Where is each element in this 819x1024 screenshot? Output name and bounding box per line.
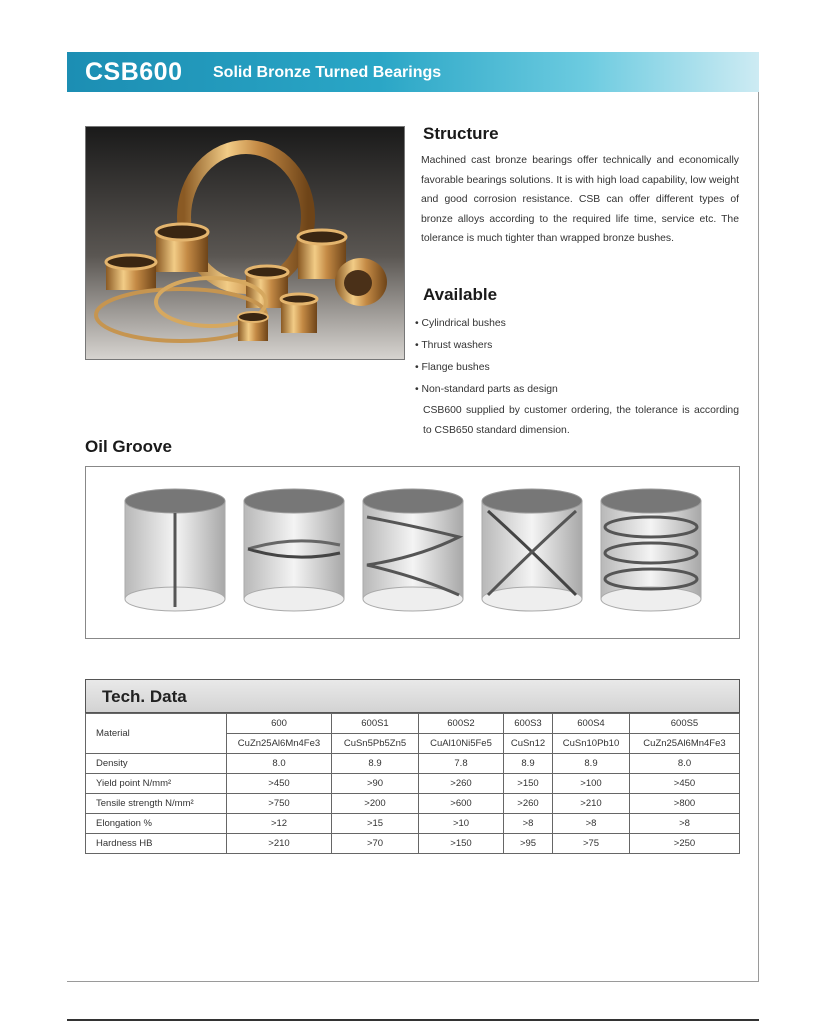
value-cell: >800 [630, 794, 740, 814]
list-item: • Thrust washers [415, 340, 493, 351]
oil-groove-panel [85, 466, 740, 639]
value-cell: >90 [332, 774, 419, 794]
value-cell: 8.9 [504, 754, 553, 774]
alloy-cell: CuSn10Pb10 [553, 734, 630, 754]
table-row [86, 714, 740, 734]
value-cell: >210 [553, 794, 630, 814]
alloy-cell: CuAl10Ni5Fe5 [419, 734, 504, 754]
groove-double-ring-illustration [597, 487, 705, 613]
bottom-rule [67, 1019, 759, 1021]
value-cell: >260 [504, 794, 553, 814]
value-cell: 8.9 [332, 754, 419, 774]
table-row [86, 834, 740, 854]
value-cell: >100 [553, 774, 630, 794]
value-cell: 8.9 [553, 754, 630, 774]
list-item: • Flange bushes [415, 362, 490, 373]
tech-data-table [85, 713, 740, 854]
value-cell: >600 [419, 794, 504, 814]
value-cell: 8.0 [630, 754, 740, 774]
groove-ring-illustration [240, 487, 348, 613]
product-code: CSB600 [85, 58, 183, 86]
table-row [86, 814, 740, 834]
value-cell: >750 [227, 794, 332, 814]
property-label: Elongation % [86, 814, 227, 834]
tech-data-heading: Tech. Data [85, 679, 740, 713]
bearings-photo [85, 126, 405, 360]
value-cell: >250 [630, 834, 740, 854]
grade-cell: 600S4 [553, 714, 630, 734]
groove-cross-illustration [478, 487, 586, 613]
product-subtitle: Solid Bronze Turned Bearings [213, 64, 442, 81]
table-row [86, 774, 740, 794]
property-label: Yield point N/mm² [86, 774, 227, 794]
grade-cell: 600S5 [630, 714, 740, 734]
value-cell: >12 [227, 814, 332, 834]
grade-cell: 600 [227, 714, 332, 734]
value-cell: >150 [419, 834, 504, 854]
value-cell: >10 [419, 814, 504, 834]
oil-groove-heading: Oil Groove [85, 437, 172, 456]
structure-text: Machined cast bronze bearings offer technically and economically favorable bearings solutions. It is with high load capability, low weight and good corrosion resistance. CSB can offer different types of bronze alloys according to the required life time, service etc. The tolerance is much tighter than wrapped bronze bushes. [421, 155, 739, 244]
alloy-cell: CuZn25Al6Mn4Fe3 [630, 734, 740, 754]
value-cell: >75 [553, 834, 630, 854]
value-cell: >8 [504, 814, 553, 834]
value-cell: >450 [227, 774, 332, 794]
value-cell: >150 [504, 774, 553, 794]
value-cell: >450 [630, 774, 740, 794]
property-label: Density [86, 754, 227, 774]
alloy-cell: CuZn25Al6Mn4Fe3 [227, 734, 332, 754]
value-cell: >200 [332, 794, 419, 814]
title-banner [67, 52, 759, 92]
value-cell: >15 [332, 814, 419, 834]
value-cell: >70 [332, 834, 419, 854]
grade-cell: 600S3 [504, 714, 553, 734]
groove-spiral-illustration [359, 487, 467, 613]
value-cell: >8 [553, 814, 630, 834]
tech-data-section [85, 679, 740, 854]
structure-heading: Structure [423, 124, 499, 143]
value-cell: 8.0 [227, 754, 332, 774]
available-heading: Available [423, 285, 498, 304]
grade-cell: 600S1 [332, 714, 419, 734]
value-cell: >95 [504, 834, 553, 854]
available-note: CSB600 supplied by customer ordering, the tolerance is according to CSB650 standard dimension. [423, 405, 739, 436]
value-cell: >210 [227, 834, 332, 854]
available-list [415, 313, 558, 401]
table-row [86, 794, 740, 814]
value-cell: 7.8 [419, 754, 504, 774]
property-label: Tensile strength N/mm² [86, 794, 227, 814]
material-label: Material [86, 714, 227, 754]
alloy-cell: CuSn12 [504, 734, 553, 754]
table-row [86, 754, 740, 774]
alloy-cell: CuSn5Pb5Zn5 [332, 734, 419, 754]
groove-straight-illustration [121, 487, 229, 613]
value-cell: >260 [419, 774, 504, 794]
value-cell: >8 [630, 814, 740, 834]
grade-cell: 600S2 [419, 714, 504, 734]
list-item: • Non-standard parts as design [415, 384, 558, 395]
list-item: • Cylindrical bushes [415, 318, 506, 329]
property-label: Hardness HB [86, 834, 227, 854]
